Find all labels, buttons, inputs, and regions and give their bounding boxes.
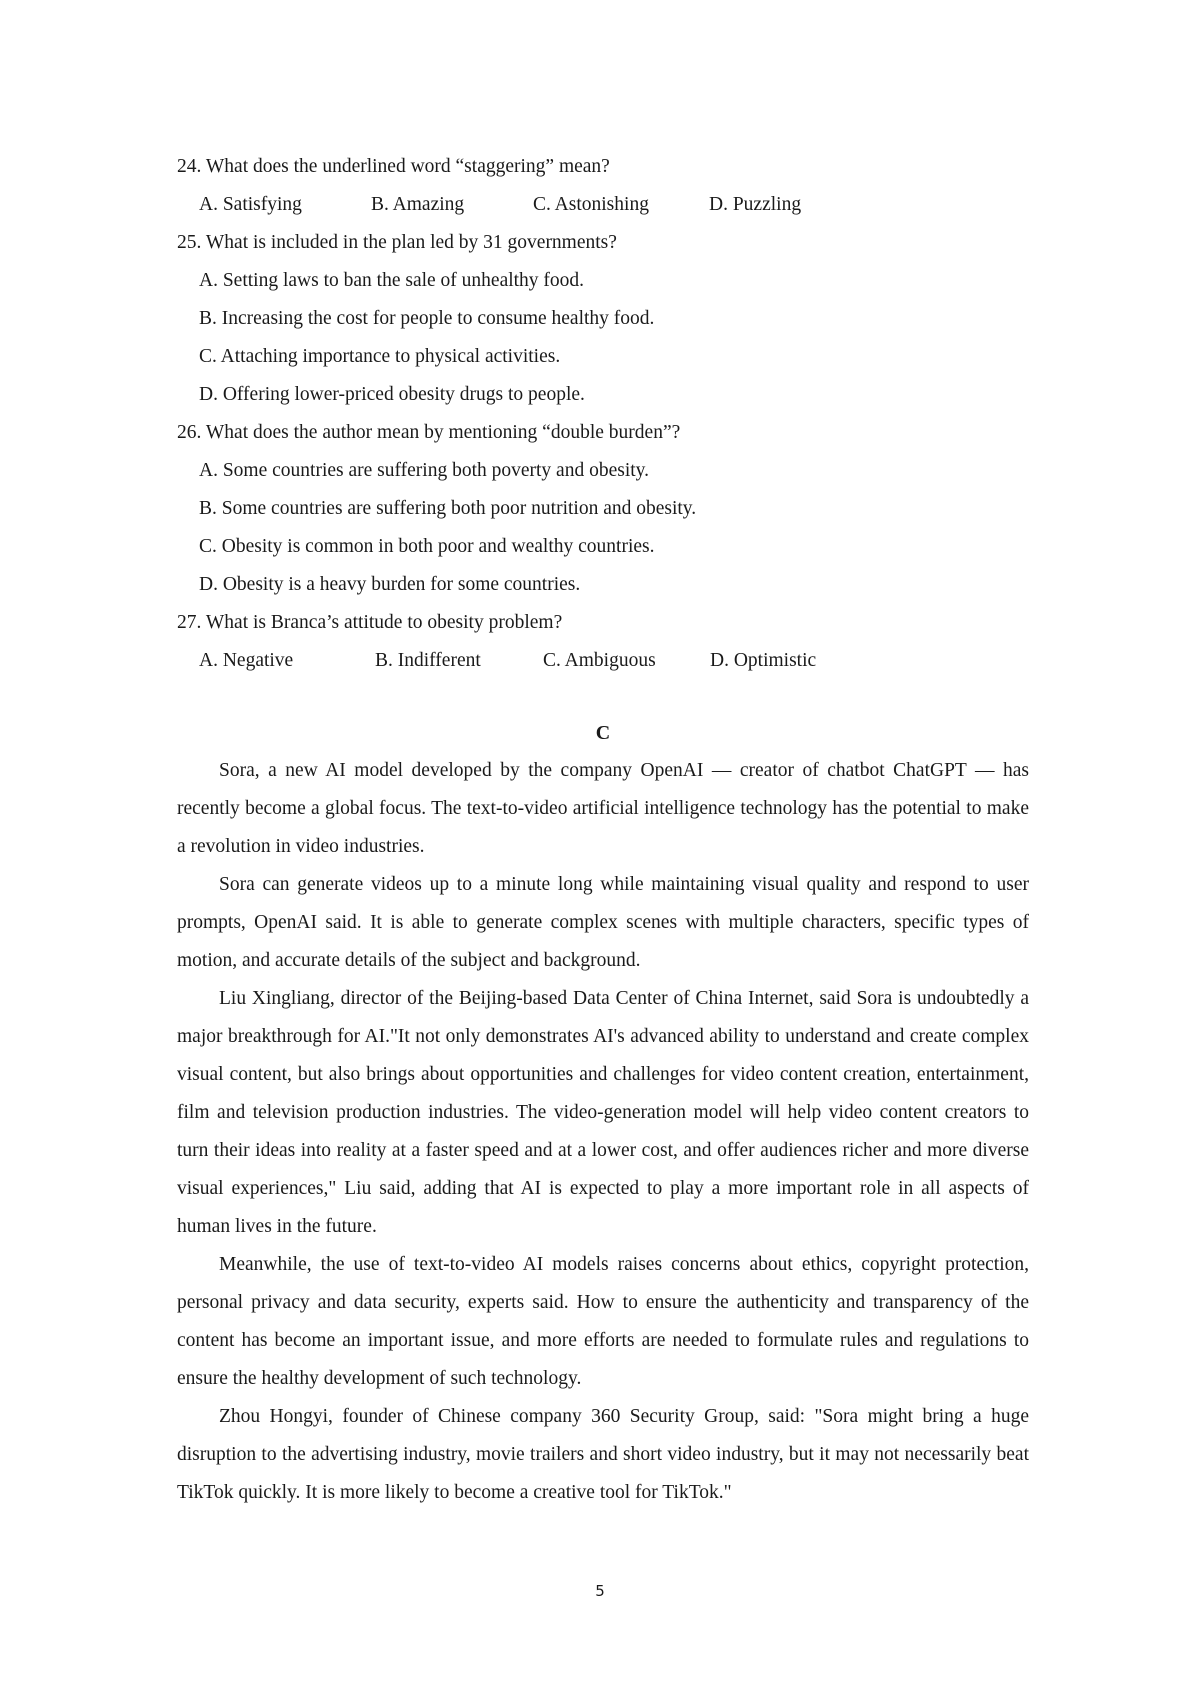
- question-25: [177, 224, 1029, 414]
- option-b: B. Indifferent: [375, 650, 481, 671]
- option-b: B. Some countries are suffering both poor nutrition and obesity.: [199, 498, 697, 519]
- question-stem: 24. What does the underlined word “staggering” mean?: [177, 156, 610, 177]
- passage-paragraph: Sora can generate videos up to a minute long while maintaining visual quality and respond to user prompts, OpenAI said. It is able to generate complex scenes with multiple characters, specific types of motion, and accurate details of the subject and background.: [177, 874, 1029, 971]
- question-26: [177, 414, 1029, 604]
- options-row: [177, 642, 1029, 680]
- passage-paragraph: Zhou Hongyi, founder of Chinese company 360 Security Group, said: "Sora might bring a huge disruption to the advertising industry, movie trailers and short video industry, but it may not necessarily beat TikTok quickly. It is more likely to become a creative tool for TikTok.": [177, 1406, 1029, 1503]
- question-stem: 25. What is included in the plan led by 31 governments?: [177, 232, 617, 253]
- option-a: A. Satisfying: [199, 194, 302, 215]
- section-title: C: [595, 722, 611, 744]
- option-a: A. Negative: [199, 650, 294, 671]
- option-c: C. Attaching importance to physical activities.: [199, 346, 561, 367]
- option-b: B. Increasing the cost for people to consume healthy food.: [199, 308, 655, 329]
- option-a: A. Some countries are suffering both poverty and obesity.: [199, 460, 650, 481]
- option-c: C. Obesity is common in both poor and wealthy countries.: [199, 536, 655, 557]
- option-b: B. Amazing: [371, 194, 465, 215]
- passage: [177, 752, 1029, 1512]
- question-stem: 27. What is Branca’s attitude to obesity problem?: [177, 612, 563, 633]
- option-d: D. Obesity is a heavy burden for some countries.: [199, 574, 581, 595]
- passage-paragraph: Liu Xingliang, director of the Beijing-based Data Center of China Internet, said Sora is undoubtedly a major breakthrough for AI."It not only demonstrates AI's advanced ability to understand and create complex visual content, but also brings about opportunities and challenges for video content creation, entertainment, film and television production industries. The video-generation model will help video content creators to turn their ideas into reality at a faster speed and at a lower cost, and offer audiences richer and more diverse visual experiences," Liu said, adding that AI is expected to play a more important role in all aspects of human lives in the future.: [177, 988, 1029, 1237]
- option-d: D. Offering lower-priced obesity drugs to people.: [199, 384, 585, 405]
- passage-paragraph: Sora, a new AI model developed by the company OpenAI — creator of chatbot ChatGPT — has recently become a global focus. The text-to-video artificial intelligence technology has the potential to make a revolution in video industries.: [177, 760, 1029, 857]
- option-c: C. Astonishing: [533, 194, 649, 215]
- question-stem: 26. What does the author mean by mentioning “double burden”?: [177, 422, 681, 443]
- option-c: C. Ambiguous: [543, 650, 656, 671]
- passage-paragraph: Meanwhile, the use of text-to-video AI models raises concerns about ethics, copyright protection, personal privacy and data security, experts said. How to ensure the authenticity and transparency of the content has become an important issue, and more efforts are needed to formulate rules and regulations to ensure the healthy development of such technology.: [177, 1254, 1029, 1389]
- options-row: [177, 186, 1029, 224]
- question-24: [177, 148, 1029, 224]
- option-d: D. Puzzling: [709, 194, 802, 215]
- page-number: 5: [595, 1582, 605, 1600]
- option-d: D. Optimistic: [710, 650, 817, 671]
- question-27: [177, 604, 1029, 680]
- option-a: A. Setting laws to ban the sale of unhealthy food.: [199, 270, 585, 291]
- exam-page: [177, 148, 1029, 1512]
